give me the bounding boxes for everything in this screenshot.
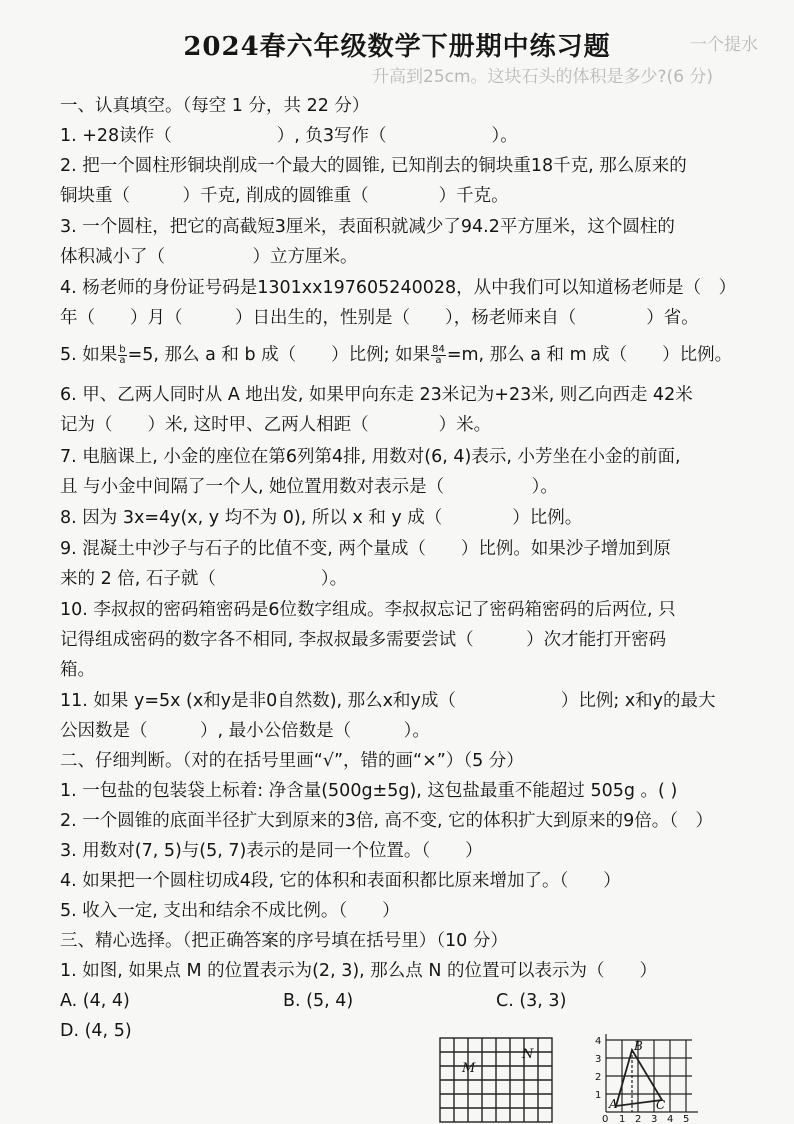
fraction-denominator: a xyxy=(119,354,126,366)
bleed-through-text: 一个提水 xyxy=(690,35,758,55)
question-1-9-line-a: 9. 混凝土中沙子与石子的比值不变, 两个量成（ ）比例。如果沙子增加到原 xyxy=(60,539,671,559)
question-1-6-line-a: 6. 甲、乙两人同时从 A 地出发, 如果甲向东走 23米记为+23米, 则乙向西走 42米 xyxy=(60,385,693,405)
x-tick-1: 1 xyxy=(619,1114,626,1124)
point-n-label: N xyxy=(522,1047,534,1062)
point-c-label: C xyxy=(656,1098,666,1112)
question-1-11-line-b: 公因数是（ ）, 最小公倍数是（ ）。 xyxy=(60,721,430,741)
question-1-4-line-a: 4. 杨老师的身份证号码是1301xx197605240028，从中我们可以知道杨老师是（ ） xyxy=(60,278,737,298)
question-2-4: 4. 如果把一个圆柱切成4段, 它的体积和表面积都比原来增加了。（ ） xyxy=(60,871,621,891)
question-3-1: 1. 如图, 如果点 M 的位置表示为(2, 3), 那么点 N 的位置可以表示为（ ） xyxy=(60,961,657,981)
y-tick-4: 4 xyxy=(595,1036,602,1047)
option-a: A. (4, 4) xyxy=(60,991,130,1011)
fraction-84-over-a xyxy=(431,345,446,366)
question-1-10-line-b: 记得组成密码的数字各不相同, 李叔叔最多需要尝试（ ）次才能打开密码 xyxy=(60,630,667,650)
fraction-numerator: b xyxy=(119,343,126,355)
y-tick-3: 3 xyxy=(595,1054,602,1065)
question-1-7-line-a: 7. 电脑课上, 小金的座位在第6列第4排, 用数对(6, 4)表示, 小芳坐在小金的前面, xyxy=(60,447,681,467)
question-1-3-line-a: 3. 一个圆柱，把它的高截短3厘米，表面积就减少了94.2平方厘米，这个圆柱的 xyxy=(60,217,675,237)
page-title: 2024春六年级数学下册期中练习题 xyxy=(183,32,611,62)
fraction-b-over-a xyxy=(118,345,126,366)
x-tick-0: 0 xyxy=(602,1114,609,1124)
option-d: D. (4, 5) xyxy=(60,1021,132,1041)
option-b: B. (5, 4) xyxy=(283,991,354,1011)
question-1-8: 8. 因为 3x=4y(x, y 均不为 0), 所以 x 和 y 成（ ）比例。 xyxy=(60,508,583,528)
question-1-5 xyxy=(60,343,732,367)
question-1-2-line-b: 铜块重（ ）千克, 削成的圆锥重（ ）千克。 xyxy=(60,186,509,206)
point-a-label: A xyxy=(609,1097,618,1111)
q5-prefix: 5. 如果 xyxy=(60,345,118,365)
x-tick-4: 4 xyxy=(667,1114,674,1124)
point-m-label: M xyxy=(462,1061,476,1076)
grid-figure-m-n xyxy=(438,1034,558,1124)
x-tick-2: 2 xyxy=(635,1114,642,1124)
question-1-2-line-a: 2. 把一个圆柱形铜块削成一个最大的圆锥, 已知削去的铜块重18千克, 那么原来的 xyxy=(60,156,687,176)
section-heading-judge: 二、仔细判断。（对的在括号里画“√”，错的画“×”）（5 分） xyxy=(60,751,524,771)
point-b-label: B xyxy=(634,1039,643,1053)
x-tick-5: 5 xyxy=(683,1114,690,1124)
y-tick-2: 2 xyxy=(595,1072,602,1083)
section-heading-choice: 三、精心选择。（把正确答案的序号填在括号里）（10 分） xyxy=(60,931,508,951)
bleed-through-text: 升高到25cm。这块石头的体积是多少?(6 分) xyxy=(372,67,714,87)
question-1-7-line-b: 且 与小金中间隔了一个人, 她位置用数对表示是（ ）。 xyxy=(60,477,558,497)
y-tick-1: 1 xyxy=(595,1090,602,1101)
question-2-2: 2. 一个圆锥的底面半径扩大到原来的3倍, 高不变, 它的体积扩大到原来的9倍。（ ） xyxy=(60,811,714,831)
question-1-9-line-b: 来的 2 倍, 石子就（ ）。 xyxy=(60,569,348,589)
question-1-11-line-a: 11. 如果 y=5x (x和y是非0自然数), 那么x和y成（ ）比例; x和y的最大 xyxy=(60,691,716,711)
question-1-3-line-b: 体积减小了（ ）立方厘米。 xyxy=(60,247,358,267)
question-1-4-line-b: 年（ ）月（ ）日出生的，性别是（ ），杨老师来自（ ）省。 xyxy=(60,308,699,328)
fraction-denominator: a xyxy=(435,354,442,366)
option-c: C. (3, 3) xyxy=(496,991,567,1011)
question-1-10-line-a: 10. 李叔叔的密码箱密码是6位数字组成。李叔叔忘记了密码箱密码的后两位, 只 xyxy=(60,600,676,620)
q5-middle-1: =5, 那么 a 和 b 成（ ）比例; 如果 xyxy=(127,345,431,365)
question-2-5: 5. 收入一定, 支出和结余不成比例。（ ） xyxy=(60,901,400,921)
question-2-1: 1. 一包盐的包装袋上标着: 净含量(500g±5g), 这包盐最重不能超过 505g 。( ) xyxy=(60,781,678,801)
coordinate-figure-abc xyxy=(592,1030,702,1124)
x-tick-3: 3 xyxy=(651,1114,658,1124)
q5-middle-2: =m, 那么 a 和 m 成（ ）比例。 xyxy=(446,345,733,365)
fraction-numerator: 84 xyxy=(432,343,445,355)
question-1-1: 1. +28读作（ ）, 负3写作（ ）。 xyxy=(60,126,518,146)
section-heading-fill-in: 一、认真填空。（每空 1 分，共 22 分） xyxy=(60,96,370,116)
question-1-6-line-b: 记为（ ）米, 这时甲、乙两人相距（ ）米。 xyxy=(60,415,492,435)
question-2-3: 3. 用数对(7, 5)与(5, 7)表示的是同一个位置。（ ） xyxy=(60,841,483,861)
question-1-10-line-c: 箱。 xyxy=(60,660,95,680)
